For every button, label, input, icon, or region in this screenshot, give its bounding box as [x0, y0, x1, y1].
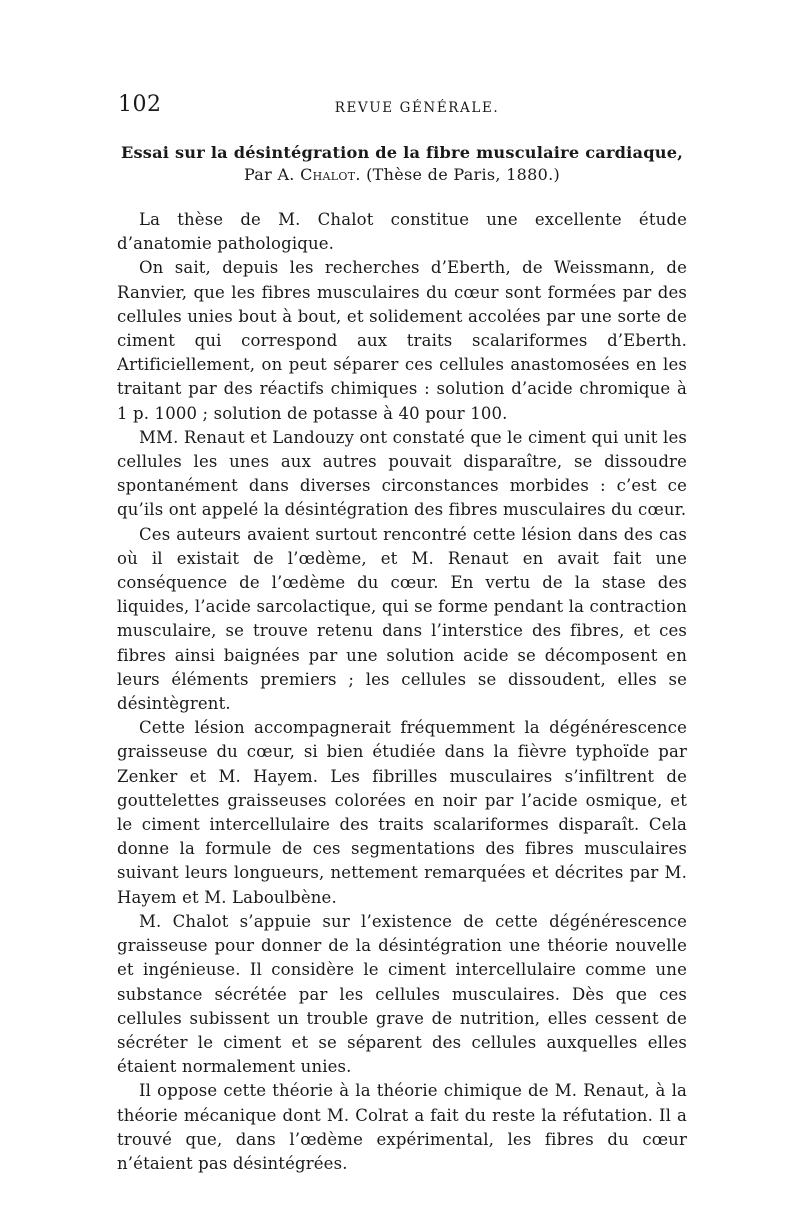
- byline-prefix: Par A.: [243, 165, 301, 184]
- paragraph: Cette lésion accompagnerait fréquemment la dégénérescence graisseuse du cœur, si bien étudiée dans la fièvre typhoïde par Zenker et M. Hayem. Les fibrilles musculaires s’infiltrent de gouttelettes graisseuses colorées en noir par l’acide osmique, et le ciment intercellulaire des traits scalariformes disparaît. Cela donne la formule de ces segmentations des fibres musculaires suivant leurs longueurs, nettement remarquées et décrites par M. Hayem et M. Laboulbène.: [117, 718, 687, 907]
- paragraph: Ces auteurs avaient surtout rencontré cette lésion dans des cas où il existait de l’œdème, et M. Renaut en avait fait une conséquence de l’œdème du cœur. En vertu de la stase des liquides, l’acide sarcolactique, qui se forme pendant la contraction musculaire, se trouve retenu dans l’interstice des fibres, et ces fibres ainsi baignées par une solution acide se décomposent en leurs éléments premiers ; les cellules se dissoudent, elles se désintègrent.: [117, 524, 687, 714]
- article-byline: [118, 164, 686, 186]
- paragraph: M. Chalot s’appuie sur l’existence de cette dégénérescence graisseuse pour donner de la désintégration une théorie nouvelle et ingénieuse. Il considère le ciment intercellulaire comme une substance sécrétée par les cellules musculaires. Dès que ces cellules subissent un trouble grave de nutrition, elles cessent de sécréter le ciment et se séparent des cellules auxquelles elles étaient normalement unies.: [117, 911, 687, 1077]
- byline-suffix: . (Thèse de Paris, 1880.): [355, 165, 561, 184]
- paragraph: MM. Renaut et Landouzy ont constaté que le ciment qui unit les cellules les unes aux autres pouvait disparaître, se dissoudre spontanément dans diverses circonstances morbides : c’est ce qu’ils ont appelé la désintégration des fibres musculaires du cœur.: [117, 427, 687, 520]
- byline-author: Chalot: [300, 165, 356, 184]
- paragraph: La thèse de M. Chalot constitue une excellente étude d’anatomie pathologique.: [117, 210, 687, 254]
- paragraph: Il oppose cette théorie à la théorie chimique de M. Renaut, à la théorie mécanique dont M. Colrat a fait du reste la réfutation. Il a trouvé que, dans l’œdème expérimental, les fibres du cœur n’étaient pas désintégrées.: [117, 1081, 687, 1173]
- article-heading: [118, 142, 686, 186]
- article-body: [117, 208, 687, 1176]
- page-header: [118, 92, 686, 122]
- running-head: REVUE GÉNÉRALE.: [334, 100, 500, 116]
- page-number: 102: [118, 92, 162, 117]
- paragraph: On sait, depuis les recherches d’Eberth, de Weissmann, de Ranvier, que les fibres musculaires du cœur sont formées par des cellules unies bout à bout, et solidement accolées par une sorte de ciment qui correspond aux traits scalariformes d’Eberth. Artificiellement, on peut séparer ces cellules anastomosées en les traitant par des réactifs chimiques : solution d’acide chromique à 1 p. 1000 ; solution de potasse à 40 pour 100.: [117, 258, 687, 423]
- article-title: Essai sur la désintégration de la fibre musculaire cardiaque,: [120, 143, 684, 162]
